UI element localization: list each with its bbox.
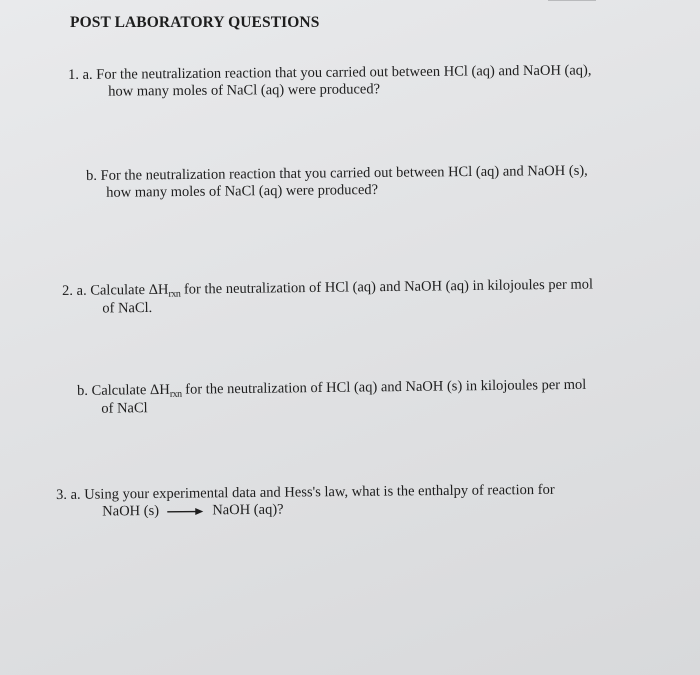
question-number-2: 2. — [62, 282, 74, 299]
question-number-3: 3. — [56, 486, 68, 503]
question-2a-subscript: rxn — [168, 288, 181, 300]
question-3a-line1: a. Using your experimental data and Hess's law, what is the enthalpy of reaction for — [70, 481, 555, 503]
question-2b-post: for the neutralization of HCl (aq) and NaOH (s) in kilojoules per mol — [181, 376, 587, 398]
question-2a-post: for the neutralization of HCl (aq) and NaOH (aq) in kilojoules per mol — [180, 276, 594, 298]
question-2b-line2: of NaCl — [101, 400, 148, 417]
page-title: POST LABORATORY QUESTIONS — [70, 14, 320, 31]
question-1a-line1: a. For the neutralization reaction that you carried out between HCl (aq) and NaOH (aq), — [82, 62, 592, 83]
question-3a — [56, 482, 555, 521]
top-rule — [548, 0, 596, 1]
question-1b-line2: how many moles of NaCl (aq) were produced? — [106, 181, 379, 201]
question-1a-line2: how many moles of NaCl (aq) were produced? — [108, 81, 381, 100]
question-2a-pre: a. Calculate ΔH — [76, 281, 169, 299]
question-2a-line2: of NaCl. — [102, 299, 153, 317]
question-1a — [68, 62, 592, 101]
equation-reactant: NaOH (s) — [102, 502, 160, 520]
question-2b-subscript: rxn — [169, 388, 182, 400]
reaction-arrow-icon — [167, 506, 205, 516]
question-1b-line1: b. For the neutralization reaction that you carried out between HCl (aq) and NaOH (s), — [86, 162, 588, 184]
question-1b — [86, 163, 588, 202]
equation-product: NaOH (aq)? — [212, 501, 284, 519]
question-2b — [77, 377, 587, 418]
question-2a — [62, 277, 593, 318]
question-2b-pre: b. Calculate ΔH — [77, 381, 170, 399]
question-number-1: 1. — [68, 66, 80, 83]
